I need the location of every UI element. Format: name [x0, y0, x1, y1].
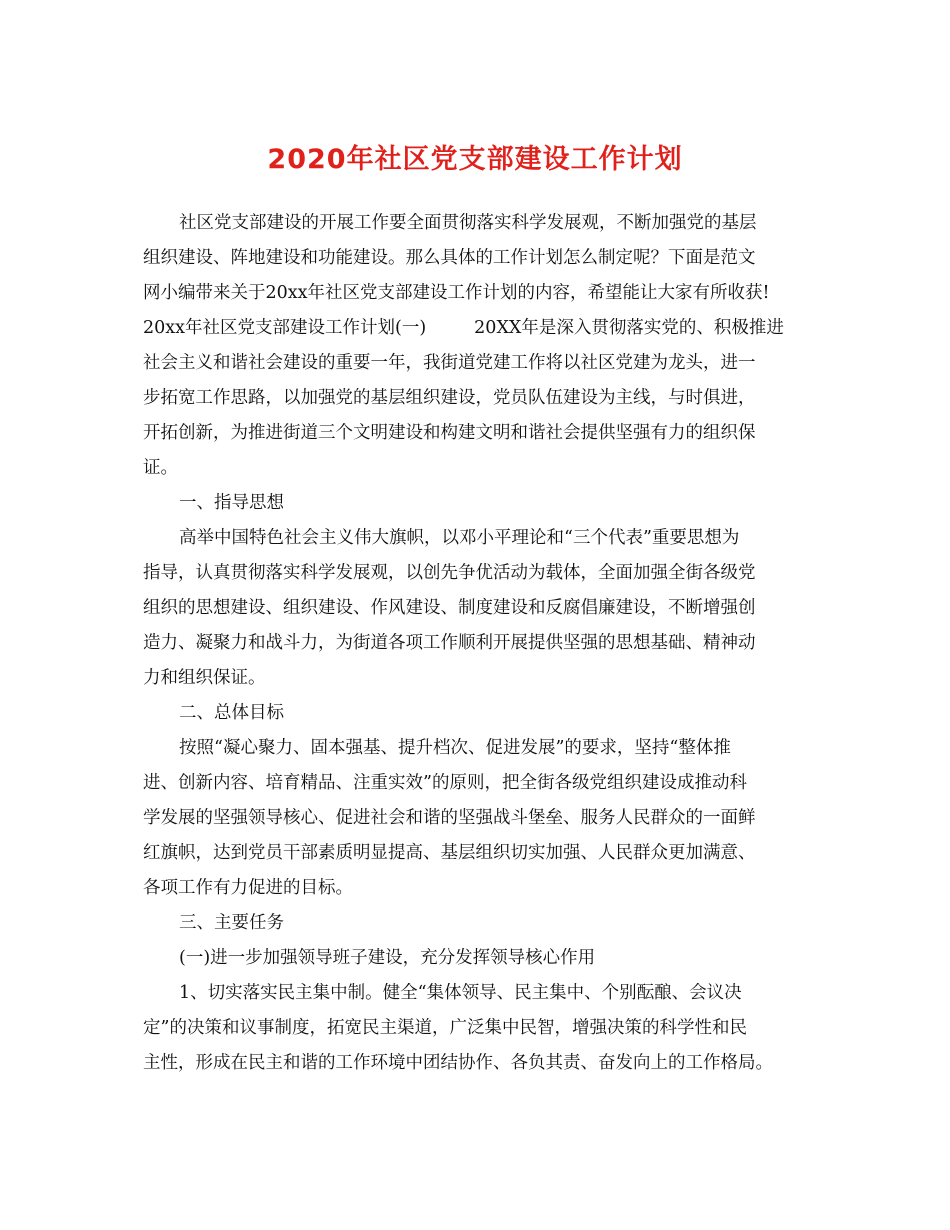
document-title: 2020年社区党支部建设工作计划 [267, 144, 683, 175]
section-heading: 二、总体目标 [179, 703, 284, 723]
plan-heading: 20xx年社区党支部建设工作计划(一) [143, 318, 427, 338]
section-heading: 一、指导思想 [179, 493, 284, 513]
text-line: 证。 [143, 458, 178, 478]
text-line: 进、创新内容、培育精品、注重实效”的原则，把全街各级党组织建设成推动科 [143, 773, 747, 793]
text-line: 力和组织保证。 [143, 668, 266, 688]
text-line: 指导，认真贯彻落实科学发展观，以创先争优活动为载体，全面加强全街各级党 [143, 563, 756, 583]
text-line: 学发展的坚强领导核心、促进社会和谐的坚强战斗堡垒、服务人民群众的一面鲜 [143, 808, 756, 828]
text-line: 开拓创新，为推进街道三个文明建设和构建文明和谐社会提供坚强有力的组织保 [143, 423, 756, 443]
text-line: 1、切实落实民主集中制。健全“集体领导、民主集中、个别酝酿、会议决 [179, 983, 742, 1003]
text-line: 组织的思想建设、组织建设、作风建设、制度建设和反腐倡廉建设，不断增强创 [143, 598, 756, 618]
plan-heading-line [143, 311, 807, 346]
text-line: 定”的决策和议事制度，拓宽民主渠道，广泛集中民智，增强决策的科学性和民 [143, 1018, 747, 1038]
text-line: 网小编带来关于20xx年社区党支部建设工作计划的内容，希望能让大家有所收获! [143, 283, 770, 303]
section-heading: 三、主要任务 [179, 913, 284, 933]
text-line: 步拓宽工作思路，以加强党的基层组织建设，党员队伍建设为主线，与时俱进， [143, 388, 756, 408]
text-line: 各项工作有力促进的目标。 [143, 878, 353, 898]
text-line: 社会主义和谐社会建设的重要一年，我街道党建工作将以社区党建为龙头，进一 [143, 353, 756, 373]
text-line: 按照“凝心聚力、固本强基、提升档次、促进发展”的要求，坚持“整体推 [179, 738, 731, 758]
text-line: 主性，形成在民主和谐的工作环境中团结协作、各负其责、奋发向上的工作格局。 [143, 1053, 773, 1073]
text-line: 红旗帜，达到党员干部素质明显提高、基层组织切实加强、人民群众更加满意、 [143, 843, 756, 863]
document-body [143, 206, 807, 1081]
text-line: 组织建设、阵地建设和功能建设。那么具体的工作计划怎么制定呢？下面是范文 [143, 248, 756, 268]
text-line: 社区党支部建设的开展工作要全面贯彻落实科学发展观，不断加强党的基层 [179, 213, 757, 233]
subsection-heading: (一)进一步加强领导班子建设，充分发挥领导核心作用 [179, 948, 596, 968]
text-run: 20XX年是深入贯彻落实党的、积极推进 [474, 318, 784, 338]
text-line: 造力、凝聚力和战斗力，为街道各项工作顺利开展提供坚强的思想基础、精神动 [143, 633, 756, 653]
text-line: 高举中国特色社会主义伟大旗帜，以邓小平理论和“三个代表”重要思想为 [179, 528, 740, 548]
